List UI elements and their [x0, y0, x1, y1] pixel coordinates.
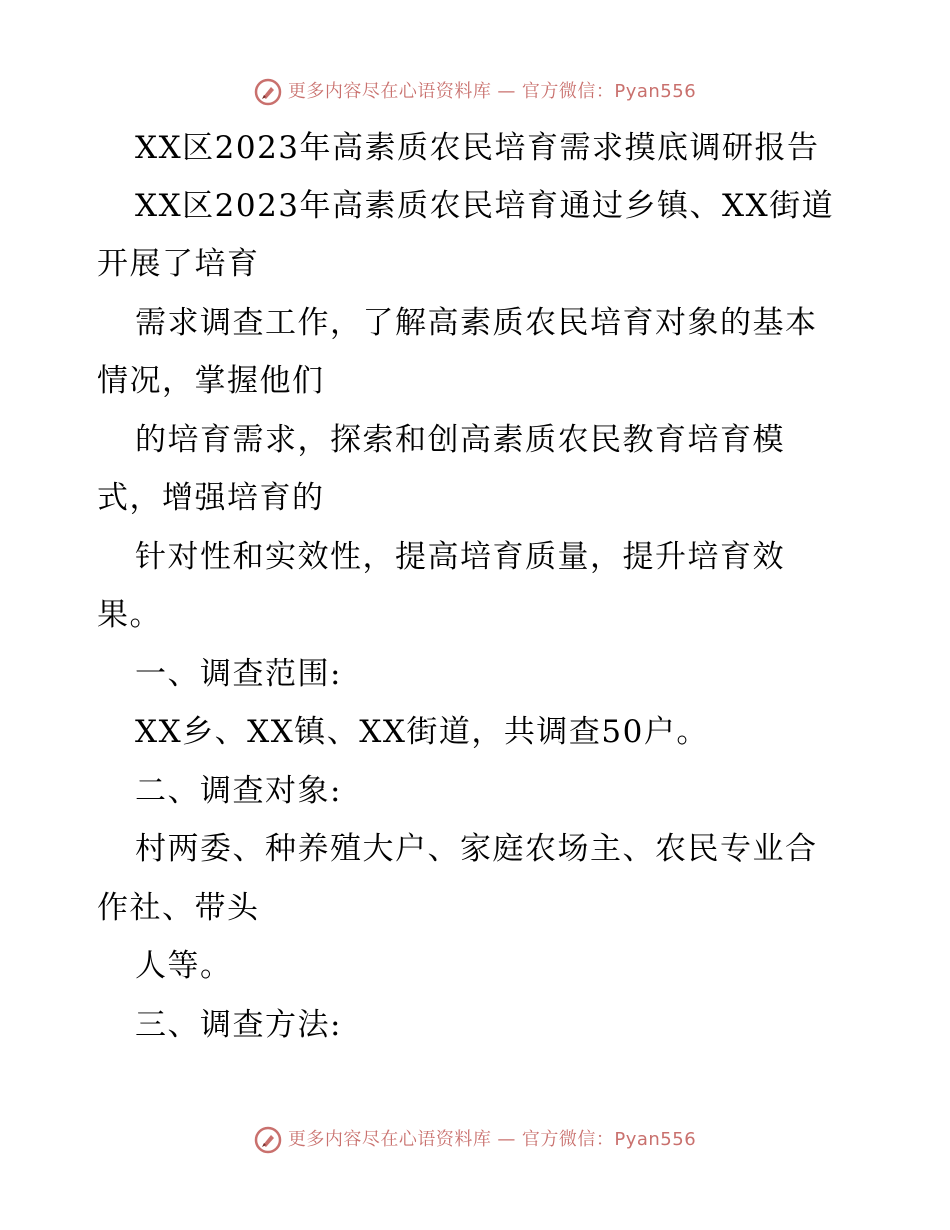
paragraph-line: 式，增强培育的 — [97, 480, 325, 516]
paragraph-line: 针对性和实效性，提高培育质量，提升培育效 — [135, 539, 785, 575]
paragraph-line: 村两委、种养殖大户、家庭农场主、农民专业合 — [135, 831, 818, 867]
paragraph-line: XX乡、XX镇、XX街道，共调查50户。 — [135, 714, 709, 750]
section-heading: 一、调查范围: — [135, 656, 342, 692]
section-heading: 二、调查对象: — [135, 773, 342, 809]
paragraph-line: 人等。 — [135, 948, 233, 984]
section-heading: 三、调查方法: — [135, 1007, 342, 1043]
paragraph-line: XX区2023年高素质农民培育通过乡镇、XX街道 — [135, 188, 835, 224]
paragraph-line: 需求调查工作，了解高素质农民培育对象的基本 — [135, 305, 818, 341]
paragraph-line: 果。 — [97, 597, 162, 633]
paragraph-line: 开展了培育 — [97, 246, 260, 282]
watermark-dash: — — [497, 1129, 516, 1150]
paragraph-line: 情况，掌握他们 — [97, 363, 325, 399]
watermark-main-text: 更多内容尽在心语资料库 — [287, 81, 492, 102]
watermark-header — [0, 78, 950, 106]
watermark-suffix-text: 官方微信：Pyan556 — [521, 1129, 697, 1150]
watermark-footer — [0, 1126, 950, 1154]
paragraph-line: 作社、带头 — [97, 890, 260, 926]
paragraph-line: 的培育需求，探索和创高素质农民教育培育模 — [135, 422, 785, 458]
watermark-main-text: 更多内容尽在心语资料库 — [287, 1129, 492, 1150]
pen-logo-icon — [254, 1126, 282, 1154]
document-title: XX区2023年高素质农民培育需求摸底调研报告 — [135, 130, 820, 166]
watermark-dash: — — [497, 81, 516, 102]
watermark-suffix-text: 官方微信：Pyan556 — [521, 81, 697, 102]
pen-logo-icon — [254, 78, 282, 106]
